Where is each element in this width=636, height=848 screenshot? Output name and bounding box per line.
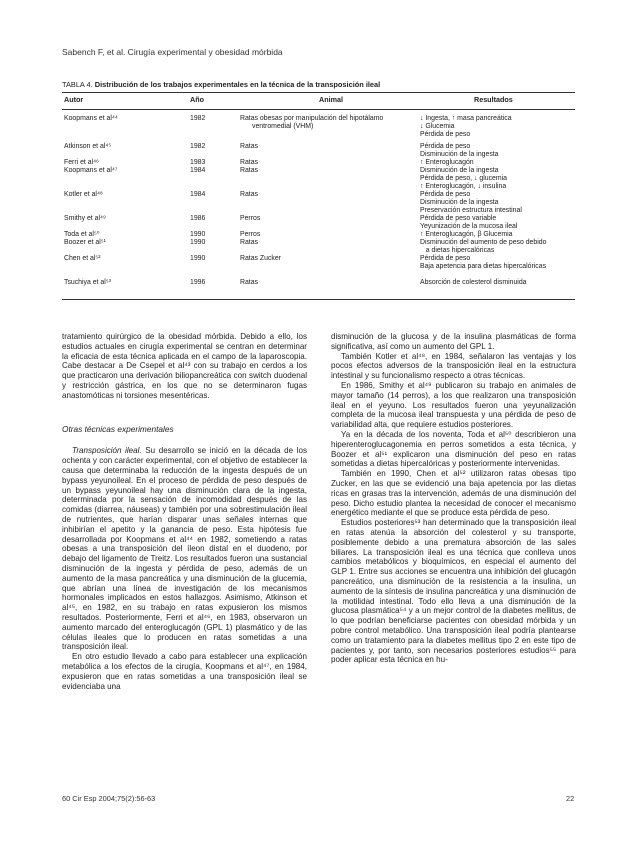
animal-line: Ratas bbox=[240, 191, 259, 198]
cell-autor: Smithy et al⁴⁹ bbox=[64, 215, 106, 222]
cell-autor: Tsuchiya et al⁵³ bbox=[64, 279, 111, 286]
cell-anio: 1990 bbox=[190, 231, 206, 238]
resultado-line: ↑ Enteroglucagón bbox=[420, 159, 474, 166]
animal-line: Ratas bbox=[240, 279, 259, 286]
left-paragraph-1: tratamiento quirúrgico de la obesidad mórbida. Debido a ello, los estudios actuales en cirugía experimental se centran en determinar la eficacia de esta técnica aplicada en el campo de la laparoscopia. Cabe destacar a De Csepel et al⁴³ con su trabajo en cerdos a los que practicaron una derivación biliopancreática con switch duodenal y restricción gástrica, en los que no se determinaron fugas anastomóticas ni torsiones mesentéricas. bbox=[62, 332, 307, 400]
cell-autor: Toda et al⁵⁰ bbox=[64, 231, 100, 238]
cell-resultados bbox=[420, 191, 575, 215]
cell-animal bbox=[240, 143, 415, 151]
cell-resultados bbox=[420, 239, 575, 255]
resultado-line: Pérdida de peso bbox=[420, 143, 471, 150]
cell-animal bbox=[240, 115, 415, 131]
resultado-line: ↓ Glucemia bbox=[420, 123, 455, 130]
resultado-line: ↓ Ingesta, ↑ masa pancreática bbox=[420, 115, 512, 122]
table-caption-title: Distribución de los trabajos experimentales en la técnica de la transposición ileal bbox=[94, 80, 381, 89]
resultado-line: a dietas hipercalóricas bbox=[420, 247, 495, 254]
animal-line: Ratas obesas por manipulación del hipotálamo bbox=[240, 115, 384, 122]
resultado-line: ↑ Enteroglucagón, ↓ insulina bbox=[420, 183, 507, 190]
table-caption-prefix: TABLA 4. bbox=[62, 80, 93, 89]
header-autor: Autor bbox=[64, 95, 84, 104]
cell-anio: 1983 bbox=[190, 159, 206, 166]
resultado-line: Pérdida de peso, ↓ glucemia bbox=[420, 175, 507, 182]
section-title: Otras técnicas experimentales bbox=[62, 423, 174, 434]
header-resultados: Resultados bbox=[474, 95, 513, 104]
resultado-line: Disminución del aumento de peso debido bbox=[420, 239, 547, 246]
cell-resultados bbox=[420, 115, 575, 139]
resultado-line: Pérdida de peso variable bbox=[420, 215, 497, 222]
cell-resultados bbox=[420, 255, 575, 271]
table-header-rule bbox=[62, 109, 575, 110]
cell-resultados bbox=[420, 215, 575, 231]
table-bottom-rule bbox=[62, 299, 575, 300]
cell-animal bbox=[240, 255, 415, 263]
cell-animal bbox=[240, 167, 415, 175]
cell-anio: 1982 bbox=[190, 115, 206, 122]
cell-anio: 1984 bbox=[190, 191, 206, 198]
cell-resultados bbox=[420, 231, 575, 239]
cell-resultados bbox=[420, 143, 575, 159]
cell-autor: Koopmans et al⁴⁷ bbox=[64, 167, 118, 174]
cell-autor: Boozer et al⁵¹ bbox=[64, 239, 106, 246]
cell-resultados bbox=[420, 159, 575, 167]
animal-line: Ratas bbox=[240, 239, 259, 246]
right-paragraph-1: disminución de la glucosa y de la insulina plasmáticas de forma significativa, así como un aumento del GPL 1. bbox=[331, 332, 576, 351]
animal-line: Ratas bbox=[240, 159, 259, 166]
cell-resultados bbox=[420, 279, 575, 287]
cell-autor: Kotler et al⁴⁸ bbox=[64, 191, 103, 198]
cell-autor: Ferri et al⁴⁶ bbox=[64, 159, 99, 166]
animal-line: Perros bbox=[240, 231, 261, 238]
resultado-line: Disminución de la ingesta bbox=[420, 151, 499, 158]
left-column bbox=[62, 332, 307, 691]
table-caption bbox=[62, 80, 380, 89]
right-column bbox=[331, 332, 576, 665]
resultado-line: Baja apetencia para dietas hipercalóricas bbox=[420, 263, 547, 270]
footer-page-number: 22 bbox=[566, 794, 575, 803]
resultado-line: Disminución de la ingesta bbox=[420, 167, 499, 174]
animal-line: Perros bbox=[240, 215, 261, 222]
cell-animal bbox=[240, 231, 415, 239]
resultado-line: Pérdida de peso bbox=[420, 131, 471, 138]
cell-anio: 1982 bbox=[190, 143, 206, 150]
left-paragraph-2-text: Su desarrollo se inició en la década de los ochenta y con carácter experimental, con el objetivo de establecer la causa que determinaba la reducción de la ingesta después de un bypass yeyunoileal. En el proceso de pérdida de peso después de un bypass yeyunoileal hay una disminución clara de la ingesta, determinada por la sensación de incomodidad después de las comidas (diarrea, náuseas) y también por una sobrestimulación ileal de nutrientes, que harían disparar unas señales internas que inhibirían el apetito y la ganancia de peso. Esta hipótesis fue desarrollada por Koopmans et al⁴⁴ en 1982, sometiendo a ratas obesas a una transposición del íleon distal en el duodeno, por debajo del ligamento de Treitz. Los resultados fueron una sustancial disminución de la ingesta y pérdida de peso, además de un aumento de la masa pancreática y una disminución de la glucemia, que abrían una línea de investigación de los mecanismos hormonales implicados en estos hallazgos. Asimismo, Atkinson et al⁴⁵, en 1982, en su trabajo en ratas expusieron los mismos resultados. Posteriormente, Ferri et al⁴⁶, en 1983, observaron un aumento marcado del enteroglucagón (GPL 1) plasmático y de las células ileales que lo producen en ratas sometidas a una transposición ileal. bbox=[62, 446, 307, 652]
resultado-line: ↑ Enteroglucagón, β Glucemia bbox=[420, 231, 513, 238]
animal-line: Ratas Zucker bbox=[240, 255, 281, 262]
animal-line: ventromedial (VHM) bbox=[252, 123, 314, 130]
cell-anio: 1990 bbox=[190, 255, 206, 262]
cell-anio: 1986 bbox=[190, 215, 206, 222]
header-animal: Animal bbox=[319, 95, 343, 104]
right-paragraph-5: También en 1990, Chen et al⁵² utilizaron ratas obesas tipo Zucker, en las que se evidenció una baja apetencia por las dietas ricas en grasas tras la intervención, además de una disminución del peso. Dicho estudio plantea la necesidad de conocer el mecanismo energético mediante el que se produce esta pérdida de peso. bbox=[331, 469, 576, 518]
paragraph-lead: Transposición ileal. bbox=[72, 446, 142, 456]
cell-resultados bbox=[420, 167, 575, 191]
cell-animal bbox=[240, 239, 415, 247]
cell-anio: 1990 bbox=[190, 239, 206, 246]
cell-anio: 1984 bbox=[190, 167, 206, 174]
table-top-rule bbox=[62, 92, 575, 93]
animal-line: Ratas bbox=[240, 167, 259, 174]
table-header bbox=[62, 95, 575, 107]
resultado-line: Pérdida de peso bbox=[420, 255, 471, 262]
cell-autor: Koopmans et al⁴⁴ bbox=[64, 115, 118, 122]
resultado-line: Disminución de la ingesta bbox=[420, 199, 499, 206]
cell-autor: Atkinson et al⁴⁵ bbox=[64, 143, 112, 150]
cell-animal bbox=[240, 215, 415, 223]
header-anio: Año bbox=[190, 95, 204, 104]
cell-autor: Chen et al⁵² bbox=[64, 255, 101, 262]
left-paragraph-2 bbox=[62, 446, 307, 652]
resultado-line: Absorción de colesterol disminuida bbox=[420, 279, 527, 286]
right-paragraph-6: Estudios posteriores⁵³ han determinado que la transposición ileal en ratas atenúa la absorción del colesterol y su transporte, posiblemente debido a una prematura absorción de las sales biliares. La transposición ileal es una técnica que conlleva unos cambios metabólicos y bioquímicos, en especial el aumento del GLP 1. Entre sus acciones se encuentra una inhibición del glucagón pancreático, una disminución de la resistencia a la insulina, un aumento de la síntesis de insulina pancreática y una disminución de la motilidad intestinal. Todo ello lleva a una disminución de la glucosa plasmática⁵⁴ y a un mejor control de la diabetes mellitus, de lo que podrían beneficiarse pacientes con obesidad mórbida y un pobre control metabólico. Una transposición ileal podría plantearse como un tratamiento para la diabetes mellitus tipo 2 en este tipo de pacientes y, por tanto, son necesarios posteriores estudios⁵⁵ para poder aplicar esta técnica en hu- bbox=[331, 518, 576, 665]
running-head: Sabench F, et al. Cirugía experimental y obesidad mórbida bbox=[62, 47, 283, 57]
resultado-line: Preservación estructura intestinal bbox=[420, 207, 522, 214]
left-paragraph-3: En otro estudio llevado a cabo para establecer una explicación metabólica a los efectos de la cirugía, Koopmans et al⁴⁷, en 1984, expusieron que en ratas sometidas a una transposición ileal se evidenciaba una bbox=[62, 652, 307, 691]
right-paragraph-4: Ya en la década de los noventa, Toda et al⁵⁰ describieron una hiperenteroglucagonemia en perros sometidos a esta técnica, y Boozer et al⁵¹ explicaron una disminución del peso en ratas sometidas a dietas hipercalóricas y posteriormente intervenidas. bbox=[331, 429, 576, 469]
cell-animal bbox=[240, 191, 415, 199]
resultado-line: Yeyunización de la mucosa ileal bbox=[420, 223, 518, 230]
resultado-line: Pérdida de peso bbox=[420, 191, 471, 198]
right-paragraph-2: También Kotler et al⁴⁸, en 1984, señalaron las ventajas y los pocos efectos adversos de la transposición ileal en la estructura intestinal y su funcionalismo respecto a otras técnicas. bbox=[331, 351, 576, 381]
cell-animal bbox=[240, 279, 415, 287]
animal-line: Ratas bbox=[240, 143, 259, 150]
cell-animal bbox=[240, 159, 415, 167]
right-paragraph-3: En 1986, Smithy et al⁴⁹ publicaron su trabajo en animales de mayor tamaño (14 perros), a los que realizaron una transposición ileal en el yeyuno. Los resultados fueron una yeyunalización completa de la mucosa ileal transpuesta y una pérdida de peso de variabilidad alta, que requiere estudios posteriores. bbox=[331, 380, 576, 430]
footer-left: 60 Cir Esp 2004;75(2):56-63 bbox=[62, 794, 156, 803]
cell-anio: 1996 bbox=[190, 279, 206, 286]
